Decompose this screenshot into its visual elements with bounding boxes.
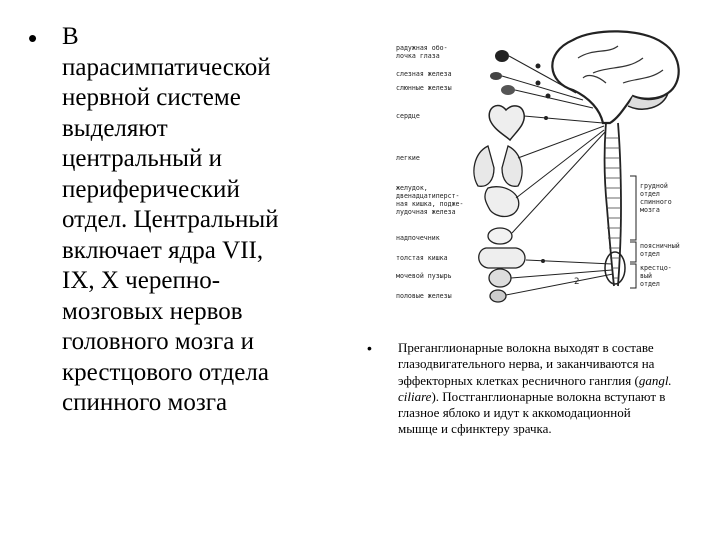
left-bullet: • — [28, 23, 38, 53]
label-bladder: мочевой пузырь — [396, 272, 452, 280]
sacral-brace — [630, 264, 636, 288]
label-colon: толстая кишка — [396, 254, 448, 262]
label-eye-l2: лочка глаза — [396, 52, 440, 60]
label-stomach: желудок, двенадцатиперст-ная кишка, подже-лудочная железа — [396, 184, 464, 216]
lacrimal-gland — [490, 72, 502, 80]
bladder-organ — [489, 269, 511, 287]
eye-organ — [495, 50, 509, 62]
label-gonads: половые железы — [396, 292, 452, 300]
diagram-canvas — [378, 28, 700, 306]
heart-organ — [489, 105, 524, 140]
label-heart: сердце — [396, 112, 420, 120]
adrenal-organ — [488, 228, 512, 244]
label-thoracic: грудной отдел спинного мозга — [640, 182, 672, 214]
brain-folds — [578, 46, 663, 83]
parasympathetic-diagram — [378, 28, 700, 306]
fiber-description — [398, 340, 673, 438]
label-salivary: слюнные железы — [396, 84, 452, 92]
spinal-cord — [605, 123, 621, 286]
label-lungs: легкие — [396, 154, 420, 162]
right-bullet: • — [367, 340, 372, 356]
fiber-desc-part1: Преганглионарные волокна выходят в составе глазодвигательного нерва, и заканчиваются на эффекторных клетках ресничного ганглия ( — [398, 340, 655, 388]
salivary-gland — [501, 85, 515, 95]
lumbar-brace — [630, 242, 636, 262]
thoracic-brace — [630, 176, 636, 240]
main-description: В парасимпатической нервной системе выделяют центральный и периферический отдел. Центральный включает ядра VII, IX, X черепно- мозговых нервов головного мозга и крестцового отдела спинного мозга — [62, 23, 279, 416]
lungs-organ — [474, 146, 522, 186]
gonads-organ — [490, 290, 506, 302]
label-sacral: крестцо-вый отдел — [640, 264, 672, 288]
ganglion-latin-name: gangl. ciliare — [398, 372, 672, 404]
ganglion-dots — [536, 64, 551, 264]
stomach-organ — [485, 187, 519, 217]
marker-2: 2 — [574, 277, 580, 287]
fiber-desc-part2: ). Постганглионарные волокна вступают в глазное яблоко и идут к аккомодационной мышце и сфинктеру зрачка. — [398, 388, 666, 437]
label-eye — [396, 44, 448, 60]
colon-organ — [479, 248, 525, 268]
label-lumbar: поясничный отдел — [640, 242, 680, 258]
label-adrenal: надпочечник — [396, 234, 440, 242]
label-eye-l1: радужная обо- — [396, 44, 448, 52]
brain-shape — [552, 31, 678, 123]
label-lacrimal: слезная железа — [396, 70, 452, 78]
